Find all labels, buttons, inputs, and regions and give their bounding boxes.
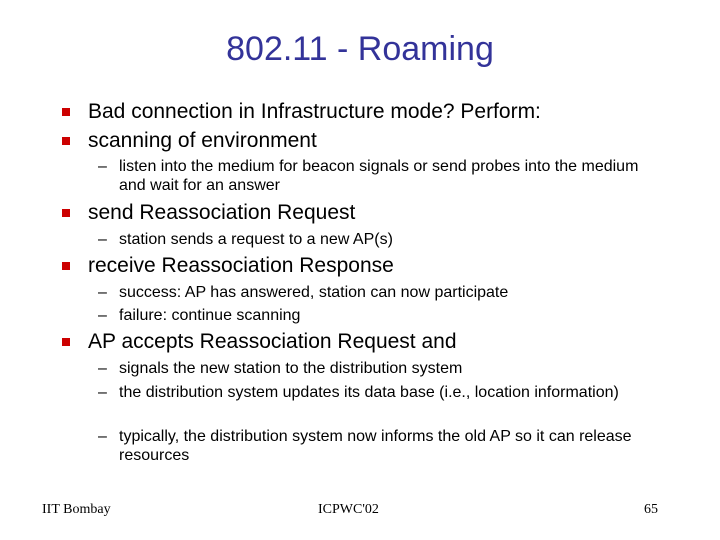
dash-marker: – <box>98 284 107 301</box>
square-bullet-icon <box>62 262 70 270</box>
slide-title: 802.11 - Roaming <box>226 30 494 68</box>
dash-marker: – <box>98 307 107 324</box>
dash-marker: – <box>98 158 107 175</box>
dash-marker: – <box>98 428 107 445</box>
sub-bullet-text: signals the new station to the distribution system <box>119 360 463 377</box>
sub-bullet-text: the distribution system updates its data base (i.e., location information) <box>119 384 619 401</box>
bullet-text: scanning of environment <box>88 129 317 152</box>
bullet-text: receive Reassociation Response <box>88 254 394 277</box>
sub-bullet-text: typically, the distribution system now informs the old AP so it can release resources <box>119 428 632 464</box>
square-bullet-icon <box>62 137 70 145</box>
bullet-text: send Reassociation Request <box>88 201 356 224</box>
bullet-text: AP accepts Reassociation Request and <box>88 330 457 353</box>
bullet-text: Bad connection in Infrastructure mode? Perform: <box>88 100 541 123</box>
dash-marker: – <box>98 384 107 401</box>
sub-bullet-text: listen into the medium for beacon signals or send probes into the medium and wait for an answer <box>119 158 639 194</box>
sub-bullet-text: success: AP has answered, station can now participate <box>119 284 509 301</box>
square-bullet-icon <box>62 338 70 346</box>
square-bullet-icon <box>62 209 70 217</box>
sub-bullet-text: failure: continue scanning <box>119 307 301 324</box>
page-number: 65 <box>644 502 658 517</box>
sub-bullet-text: station sends a request to a new AP(s) <box>119 231 393 248</box>
dash-marker: – <box>98 360 107 377</box>
square-bullet-icon <box>62 108 70 116</box>
dash-marker: – <box>98 231 107 248</box>
footer-left: IIT Bombay <box>42 502 111 517</box>
footer-center: ICPWC'02 <box>318 502 379 517</box>
